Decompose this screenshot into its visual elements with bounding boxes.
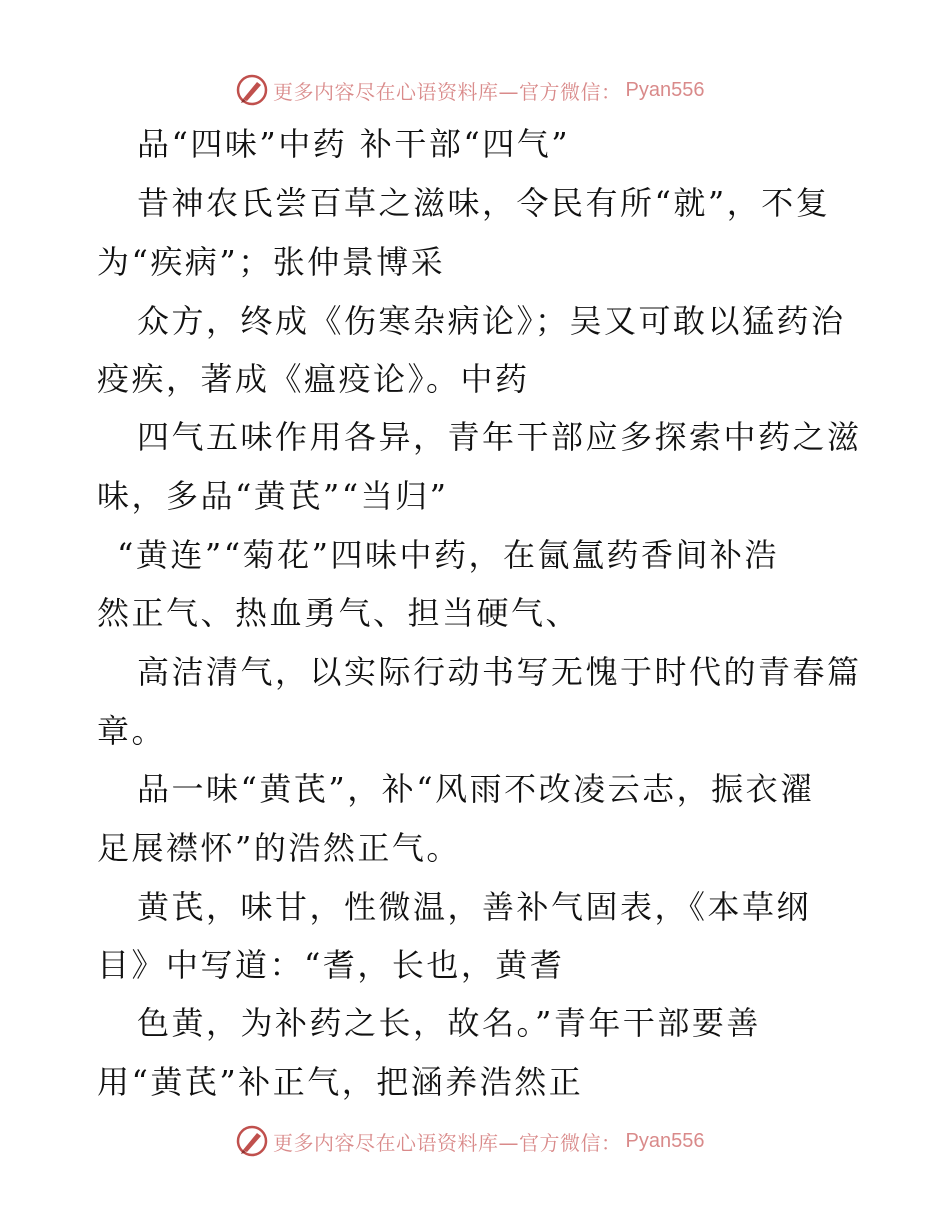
paragraph-line: 高洁清气，以实际行动书写无愧于时代的青春篇 — [137, 653, 862, 691]
paragraph-line: 色黄，为补药之长，故名。”青年干部要善 — [137, 1004, 761, 1042]
paragraph-line: 为“疾病”；张仲景博采 — [97, 243, 446, 281]
paragraph-line: 目》中写道：“耆，长也，黄耆 — [97, 946, 565, 984]
document-title: 品“四味”中药 补干部“四气” — [137, 125, 571, 163]
paragraph-line: 味，多品“黄芪”“当归” — [97, 477, 449, 515]
watermark-text: 更多内容尽在心语资料库—官方微信： — [273, 1130, 622, 1155]
watermark-text: 更多内容尽在心语资料库—官方微信： — [273, 79, 622, 104]
watermark-account: Pyan556 — [625, 78, 705, 101]
paragraph-line: 章。 — [97, 712, 167, 750]
paragraph-line: 四气五味作用各异，青年干部应多探索中药之滋 — [137, 418, 862, 456]
paragraph-line: 然正气、热血勇气、担当硬气、 — [97, 594, 581, 632]
paragraph-line: “黄连”“菊花”四味中药，在氤氲药香间补浩 — [117, 536, 779, 574]
watermark-account: Pyan556 — [625, 1129, 705, 1152]
paragraph-line: 疫疾，著成《瘟疫论》。中药 — [97, 360, 530, 398]
paragraph-line: 用“黄芪”补正气，把涵养浩然正 — [97, 1063, 584, 1101]
pen-logo-icon — [235, 1124, 269, 1158]
paragraph-line: 众方，终成《伤寒杂病论》；吴又可敢以猛药治 — [137, 302, 846, 340]
paragraph-line: 足展襟怀”的浩然正气。 — [97, 829, 461, 867]
paragraph-line: 昔神农氏尝百草之滋味，令民有所“就”，不复 — [137, 184, 831, 222]
paragraph-line: 黄芪，味甘，性微温，善补气固表，《本草纲 — [137, 888, 812, 926]
footer-watermark — [235, 1123, 704, 1159]
header-watermark — [235, 72, 704, 108]
paragraph-line: 品一味“黄芪”，补“风雨不改凌云志，振衣濯 — [137, 770, 815, 808]
pen-logo-icon — [235, 73, 269, 107]
